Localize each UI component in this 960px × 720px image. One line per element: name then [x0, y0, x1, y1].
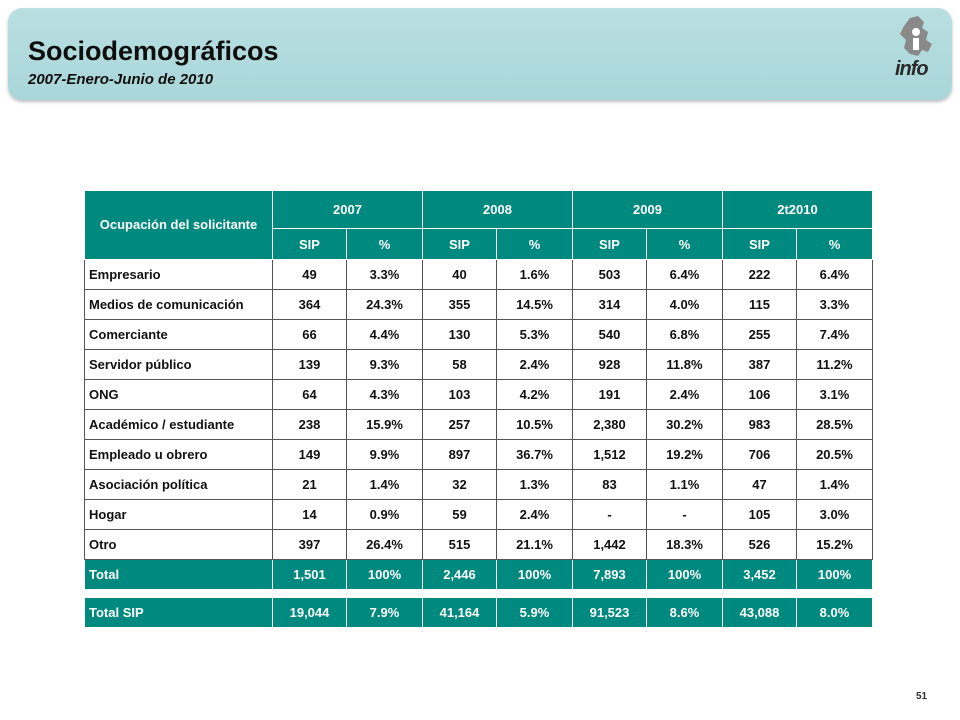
percent-cell: 2.4% [647, 380, 723, 410]
sub-header: % [647, 229, 723, 260]
occupation-table [84, 190, 873, 628]
percent-cell: 15.9% [347, 410, 423, 440]
sip-cell: 314 [573, 290, 647, 320]
row-gap [85, 590, 873, 598]
sip-cell: 928 [573, 350, 647, 380]
sip-cell: 706 [723, 440, 797, 470]
sip-cell: 14 [273, 500, 347, 530]
sub-header: % [497, 229, 573, 260]
year-header: 2t2010 [723, 191, 873, 229]
percent-cell: 4.3% [347, 380, 423, 410]
percent-cell: 4.4% [347, 320, 423, 350]
sip-cell: 1,512 [573, 440, 647, 470]
logo-text: info [895, 58, 928, 80]
sip-cell: 1,501 [273, 560, 347, 590]
row-label: Total SIP [85, 598, 273, 628]
percent-cell: 21.1% [497, 530, 573, 560]
row-label: Hogar [85, 500, 273, 530]
row-label: Empleado u obrero [85, 440, 273, 470]
percent-cell: 11.2% [797, 350, 873, 380]
row-label: Comerciante [85, 320, 273, 350]
percent-cell: 6.4% [797, 260, 873, 290]
table-row [85, 530, 873, 560]
percent-cell: 1.3% [497, 470, 573, 500]
sip-cell: 7,893 [573, 560, 647, 590]
sip-cell: 191 [573, 380, 647, 410]
percent-cell: 14.5% [497, 290, 573, 320]
row-label: Medios de comunicación [85, 290, 273, 320]
percent-cell: 1.6% [497, 260, 573, 290]
sip-cell: 364 [273, 290, 347, 320]
sip-cell: 106 [723, 380, 797, 410]
table-row [85, 320, 873, 350]
sip-cell: 503 [573, 260, 647, 290]
sub-header: SIP [723, 229, 797, 260]
percent-cell: 2.4% [497, 500, 573, 530]
sip-cell: 64 [273, 380, 347, 410]
sip-cell: 105 [723, 500, 797, 530]
percent-cell: 15.2% [797, 530, 873, 560]
sub-header: SIP [423, 229, 497, 260]
sip-cell: 1,442 [573, 530, 647, 560]
year-header: 2009 [573, 191, 723, 229]
percent-cell: 30.2% [647, 410, 723, 440]
percent-cell: 4.0% [647, 290, 723, 320]
row-label: Académico / estudiante [85, 410, 273, 440]
row-label: Empresario [85, 260, 273, 290]
sip-cell: 66 [273, 320, 347, 350]
sip-cell: 515 [423, 530, 497, 560]
percent-cell: 100% [497, 560, 573, 590]
table-row [85, 350, 873, 380]
percent-cell: 100% [647, 560, 723, 590]
sip-cell: 149 [273, 440, 347, 470]
total-sip-row [85, 598, 873, 628]
percent-cell: 7.4% [797, 320, 873, 350]
percent-cell: 2.4% [497, 350, 573, 380]
sip-cell: 91,523 [573, 598, 647, 628]
percent-cell: - [647, 500, 723, 530]
percent-cell: 9.3% [347, 350, 423, 380]
percent-cell: 3.0% [797, 500, 873, 530]
row-label: Asociación política [85, 470, 273, 500]
percent-cell: 18.3% [647, 530, 723, 560]
percent-cell: 9.9% [347, 440, 423, 470]
year-header: 2007 [273, 191, 423, 229]
percent-cell: 19.2% [647, 440, 723, 470]
sip-cell: 130 [423, 320, 497, 350]
percent-cell: 1.1% [647, 470, 723, 500]
percent-cell: 6.4% [647, 260, 723, 290]
sip-cell: 255 [723, 320, 797, 350]
sip-cell: 2,380 [573, 410, 647, 440]
percent-cell: 11.8% [647, 350, 723, 380]
sip-cell: 3,452 [723, 560, 797, 590]
sip-cell: 40 [423, 260, 497, 290]
percent-cell: 5.9% [497, 598, 573, 628]
percent-cell: 3.3% [347, 260, 423, 290]
sip-cell: 103 [423, 380, 497, 410]
sip-cell: 222 [723, 260, 797, 290]
page-subtitle: 2007-Enero-Junio de 2010 [28, 71, 214, 88]
table-row [85, 260, 873, 290]
table-row [85, 410, 873, 440]
percent-cell: 3.1% [797, 380, 873, 410]
sip-cell: 526 [723, 530, 797, 560]
sip-cell: - [573, 500, 647, 530]
percent-cell: 28.5% [797, 410, 873, 440]
sub-header: % [797, 229, 873, 260]
percent-cell: 6.8% [647, 320, 723, 350]
sip-cell: 41,164 [423, 598, 497, 628]
sub-header: % [347, 229, 423, 260]
percent-cell: 10.5% [497, 410, 573, 440]
sip-cell: 115 [723, 290, 797, 320]
sip-cell: 139 [273, 350, 347, 380]
percent-cell: 100% [347, 560, 423, 590]
row-label: Servidor público [85, 350, 273, 380]
gap-cell [85, 590, 873, 598]
sip-cell: 47 [723, 470, 797, 500]
sip-cell: 983 [723, 410, 797, 440]
row-label: Otro [85, 530, 273, 560]
sip-cell: 2,446 [423, 560, 497, 590]
page-number: 51 [916, 691, 928, 702]
percent-cell: 8.0% [797, 598, 873, 628]
percent-cell: 4.2% [497, 380, 573, 410]
page-title: Sociodemográficos [28, 36, 279, 66]
total-row [85, 560, 873, 590]
sip-cell: 540 [573, 320, 647, 350]
sip-cell: 49 [273, 260, 347, 290]
sip-cell: 43,088 [723, 598, 797, 628]
sip-cell: 19,044 [273, 598, 347, 628]
row-label: Total [85, 560, 273, 590]
table-row [85, 380, 873, 410]
sip-cell: 83 [573, 470, 647, 500]
sip-cell: 59 [423, 500, 497, 530]
table-row [85, 440, 873, 470]
percent-cell: 100% [797, 560, 873, 590]
sip-cell: 257 [423, 410, 497, 440]
percent-cell: 24.3% [347, 290, 423, 320]
header-banner [8, 8, 952, 100]
percent-cell: 0.9% [347, 500, 423, 530]
table-row [85, 290, 873, 320]
sip-cell: 355 [423, 290, 497, 320]
percent-cell: 7.9% [347, 598, 423, 628]
percent-cell: 8.6% [647, 598, 723, 628]
percent-cell: 36.7% [497, 440, 573, 470]
sip-cell: 21 [273, 470, 347, 500]
percent-cell: 1.4% [347, 470, 423, 500]
sip-cell: 397 [273, 530, 347, 560]
table-row [85, 470, 873, 500]
year-header: 2008 [423, 191, 573, 229]
percent-cell: 3.3% [797, 290, 873, 320]
corner-header: Ocupación del solicitante [85, 191, 273, 260]
sip-cell: 238 [273, 410, 347, 440]
percent-cell: 26.4% [347, 530, 423, 560]
table-row [85, 500, 873, 530]
percent-cell: 1.4% [797, 470, 873, 500]
row-label: ONG [85, 380, 273, 410]
sub-header: SIP [273, 229, 347, 260]
sub-header: SIP [573, 229, 647, 260]
percent-cell: 20.5% [797, 440, 873, 470]
sip-cell: 387 [723, 350, 797, 380]
institution-map-logo-icon [880, 14, 950, 96]
sip-cell: 897 [423, 440, 497, 470]
percent-cell: 5.3% [497, 320, 573, 350]
sip-cell: 32 [423, 470, 497, 500]
sip-cell: 58 [423, 350, 497, 380]
